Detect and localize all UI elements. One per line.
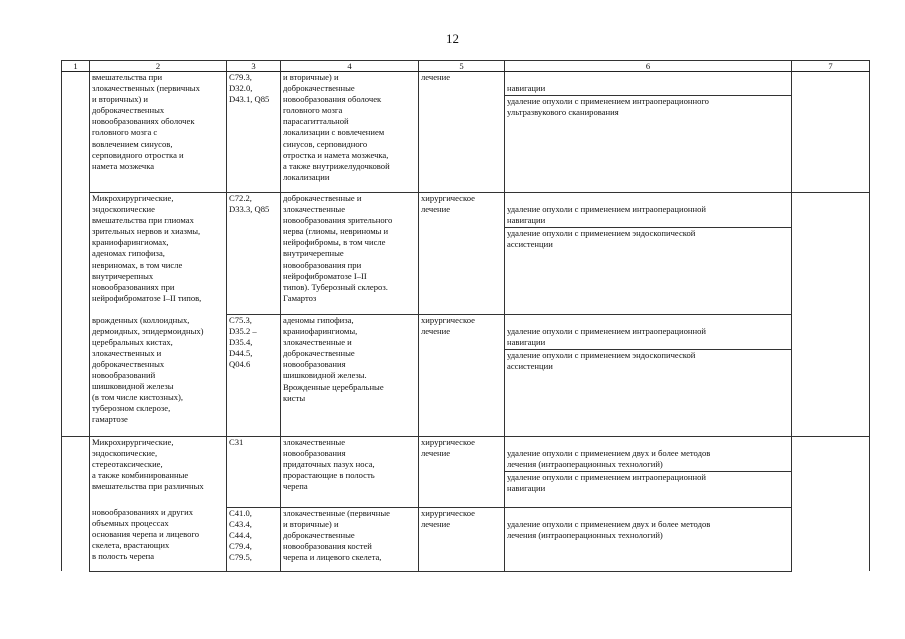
intervention-cell: врожденных (коллоидных, дермоидных, эпидермоидных) церебральных кистах, злокачественных и доброкачественных новообразований шишковидной железы (в том числе кистозных), туберозном склерозе, гамартозе <box>90 315 227 437</box>
row-number-cell <box>62 437 90 572</box>
cost-cell <box>792 315 870 437</box>
intervention-cell: Микрохирургические, эндоскопические, стереотаксические, а также комбинированные вмешательства при различных <box>90 437 227 508</box>
model-patient-cell: аденомы гипофиза, краниофарингиомы, злокачественные и доброкачественные новообразования шишковидной железы. Врожденные церебральные кисты <box>281 315 419 437</box>
treatment-method-cell <box>505 193 792 315</box>
treatment-type-cell: лечение <box>419 72 505 193</box>
cost-cell <box>792 72 870 193</box>
intervention-cell: новообразованиях и других объемных процессах основания черепа и лицевого скелета, врастающих в полость черепа <box>90 507 227 571</box>
treatment-method-item: удаление опухоли с применением двух и более методов лечения (интраоперационных технологий) <box>505 448 791 472</box>
model-patient-cell: доброкачественные и злокачественные новообразования зрительного нерва (глиомы, невриномы и нейрофибромы, в том числе внутричерепные новообразования при нейрофиброматозе I–II типов). Туберозный склероз. Гамартоз <box>281 193 419 315</box>
intervention-cell: Микрохирургические, эндоскопические вмешательства при глиомах зрительных нервов и хиазмы, краниофарингиомах, аденомах гипофиза, невриномах, в том числе внутричерепных новообразованиях при нейрофиброматозе I–II типов, <box>90 193 227 315</box>
treatment-type-cell: хирургическое лечение <box>419 507 505 571</box>
icd-code-cell: C79.3, D32.0, D43.1, Q85 <box>227 72 281 193</box>
table-row <box>62 193 870 315</box>
treatment-type-cell: хирургическое лечение <box>419 437 505 508</box>
cost-cell <box>792 437 870 572</box>
treatment-method-cell <box>505 437 792 508</box>
treatment-method-item: удаление опухоли с применением эндоскопической ассистенции <box>507 228 696 250</box>
treatment-method-item: удаление опухоли с применением двух и более методов лечения (интраоперационных технологий) <box>507 518 711 540</box>
treatment-method-item: удаление опухоли с применением интраоперационного ультразвукового сканирования <box>507 96 709 118</box>
table-row <box>62 315 870 437</box>
treatment-method-item: удаление опухоли с применением эндоскопической ассистенции <box>507 350 696 372</box>
treatment-type-cell: хирургическое лечение <box>419 315 505 437</box>
treatment-method-item: удаление опухоли с применением интраоперационной навигации <box>505 204 791 228</box>
icd-code-cell: C41.0, C43.4, C44.4, C79.4, C79.5, <box>227 507 281 571</box>
cost-cell <box>792 193 870 315</box>
model-patient-cell: злокачественные (первичные и вторичные) и доброкачественные новообразования костей черепа и лицевого скелета, <box>281 507 419 571</box>
column-header-4: 4 <box>281 61 419 72</box>
icd-code-cell: C75.3, D35.2 – D35.4, D44.5, Q04.6 <box>227 315 281 437</box>
treatment-method-item: навигации <box>505 83 791 96</box>
treatment-method-item: удаление опухоли с применением интраоперационной навигации <box>507 472 706 494</box>
table-row <box>62 437 870 508</box>
treatment-method-cell <box>505 507 792 571</box>
column-header-5: 5 <box>419 61 505 72</box>
table-row <box>62 507 870 571</box>
column-header-7: 7 <box>792 61 870 72</box>
model-patient-cell: злокачественные новообразования придаточных пазух носа, прорастающие в полость черепа <box>281 437 419 508</box>
column-header-6: 6 <box>505 61 792 72</box>
treatment-method-cell <box>505 315 792 437</box>
icd-code-cell: C31 <box>227 437 281 508</box>
medical-procedures-table <box>61 60 870 572</box>
column-number-row <box>62 61 870 72</box>
column-header-1: 1 <box>62 61 90 72</box>
column-header-3: 3 <box>227 61 281 72</box>
page-number: 12 <box>446 31 459 46</box>
treatment-method-item: удаление опухоли с применением интраоперационной навигации <box>505 326 791 350</box>
treatment-method-cell <box>505 72 792 193</box>
treatment-type-cell: хирургическое лечение <box>419 193 505 315</box>
icd-code-cell: C72.2, D33.3, Q85 <box>227 193 281 315</box>
row-number-cell <box>62 72 90 437</box>
column-header-2: 2 <box>90 61 227 72</box>
table-row <box>62 72 870 193</box>
intervention-cell: вмешательства при злокачественных (первичных и вторичных) и доброкачественных новообразованиях оболочек головного мозга с вовлечением синусов, серповидного отростка и намета мозжечка <box>90 72 227 193</box>
model-patient-cell: и вторичные) и доброкачественные новообразования оболочек головного мозга парасагиттальной локализации с вовлечением синусов, серповидного отростка и намета мозжечка, а также внутрижелудочковой локализации <box>281 72 419 193</box>
